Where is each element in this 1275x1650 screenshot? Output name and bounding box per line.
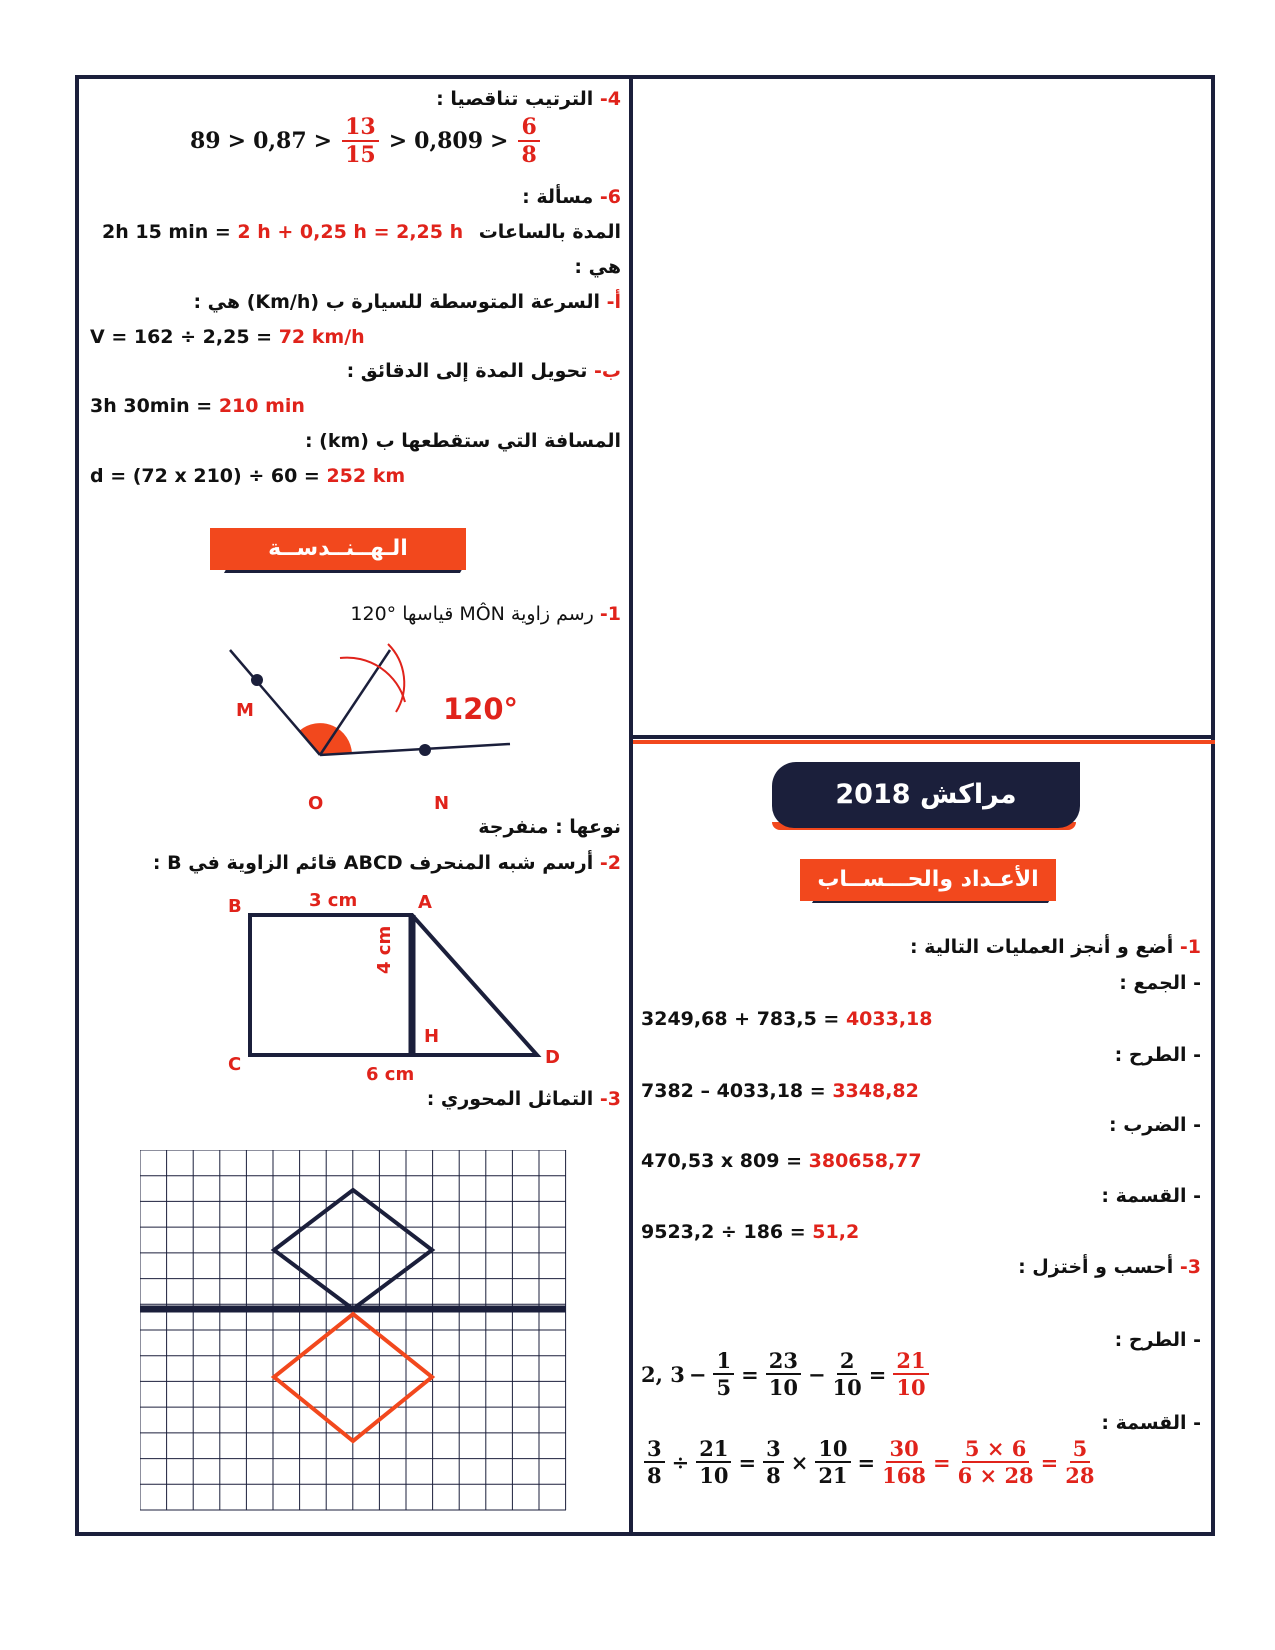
multiplication-equation: 470,53 x 809 = 380658,77 <box>641 1150 922 1172</box>
duration-equation: 2h 15 min = 2 h + 0,25 h = 2,25 h <box>102 221 464 243</box>
ordering-heading: 4- الترتيب تناقصيا : <box>436 88 621 110</box>
label-N: N <box>434 793 450 814</box>
column-divider <box>629 75 633 1536</box>
symmetry-question: 3- التماثل المحوري : <box>426 1088 621 1110</box>
speed-question: أ- السرعة المتوسطة للسيارة ب (Km/h) هي : <box>193 291 621 313</box>
simplify-question: 3- أحسب و أختزل : <box>1018 1256 1201 1278</box>
trapezoid-figure <box>240 905 550 1065</box>
subtraction2-expression: 2, 3 − $\frac{1}{5}$ = $\frac{23}{10}$ − $\frac{2}{10}$ = $\frac{21}{10}$ <box>641 1350 932 1398</box>
subtraction-label: - الطرح : <box>1114 1044 1201 1066</box>
symmetry-grid <box>140 1150 570 1512</box>
speed-equation: V = 162 ÷ 2,25 = 72 km/h <box>90 326 365 348</box>
minutes-question: ب- تحويل المدة إلى الدقائق : <box>346 360 621 382</box>
right-section-divider <box>633 735 1215 739</box>
fraction-13-15: $\frac{13}{15}$ <box>342 116 379 166</box>
duration-label: المدة بالساعات <box>478 221 621 243</box>
label-A: A <box>418 892 432 913</box>
length-height: 4 cm <box>374 925 395 974</box>
label-B: B <box>228 896 242 917</box>
minutes-equation: 3h 30min = 210 min <box>90 395 305 417</box>
division-equation: 9523,2 ÷ 186 = 51,2 <box>641 1221 860 1243</box>
angle-value: 120° <box>443 692 519 726</box>
division-label: - القسمة : <box>1101 1185 1201 1207</box>
length-top: 3 cm <box>309 890 358 911</box>
duration-tail: هي : <box>574 256 621 278</box>
division2-expression: $\frac{3}{8}$ ÷ $\frac{21}{10}$ = $\frac{3}{8}$ × $\frac{10}{21}$ = $\frac{30}{168}$ = $\frac{5 \times 6}{6 \times 28}$ = $\frac{5}{28}$ <box>641 1438 1098 1486</box>
label-D: D <box>545 1047 560 1068</box>
angle-type: نوعها : منفرجة <box>478 816 621 838</box>
problem-heading: 6- مسألة : <box>522 186 621 208</box>
point-M <box>251 674 263 686</box>
city-banner: مراكش 2018 <box>772 762 1080 828</box>
angle-question: 1- رسم زاوية MÔN قياسها °120 <box>350 603 621 625</box>
right-section-divider-accent <box>633 740 1215 744</box>
label-M: M <box>236 700 254 721</box>
point-N <box>419 744 431 756</box>
label-H: H <box>424 1026 440 1047</box>
compass-arc-2 <box>388 644 404 712</box>
label-O: O <box>308 793 324 814</box>
division2-label: - القسمة : <box>1101 1412 1201 1434</box>
ray-O-top <box>320 650 390 755</box>
fraction-6-8: $\frac{6}{8}$ <box>518 116 539 166</box>
subtraction2-label: - الطرح : <box>1114 1329 1201 1351</box>
compass-arc <box>340 658 405 702</box>
length-bottom: 6 cm <box>366 1064 415 1085</box>
addition-label: - الجمع : <box>1119 972 1201 994</box>
subtraction-equation: 7382 – 4033,18 = 3348,82 <box>641 1080 919 1102</box>
trapezoid-question: 2- أرسم شبه المنحرف ABCD قائم الزاوية في B : <box>152 852 621 874</box>
distance-equation: d = (72 x 210) ÷ 60 = 252 km <box>90 465 406 487</box>
numbers-banner: الأعـداد والحـــســاب <box>800 859 1056 901</box>
geometry-banner: الـهــنــدســة <box>210 528 466 570</box>
distance-question: المسافة التي ستقطعها ب (km) : <box>304 430 621 452</box>
label-C: C <box>228 1054 242 1075</box>
addition-equation: 3249,68 + 783,5 = 4033,18 <box>641 1008 933 1030</box>
operations-question: 1- أضع و أنجز العمليات التالية : <box>909 936 1201 958</box>
ordering-expression: 89 > 0,87 > $\frac{13}{15}$ > 0,809 > $\frac{6}{8}$ <box>190 116 543 166</box>
multiplication-label: - الضرب : <box>1109 1114 1201 1136</box>
